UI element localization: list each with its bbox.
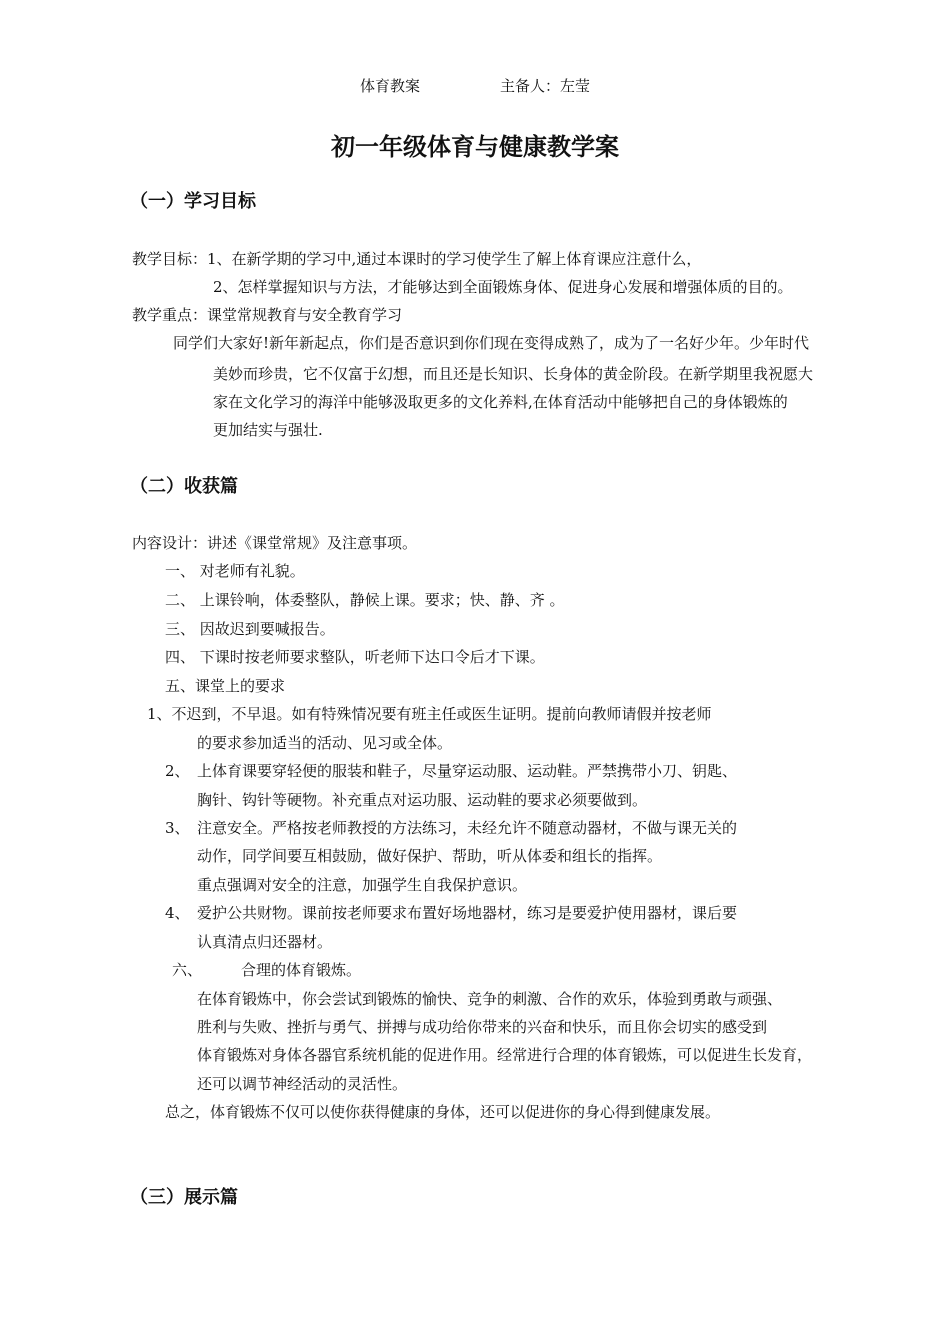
list-item-1: 一、 对老师有礼貌。 — [165, 562, 305, 580]
page-header — [0, 76, 950, 96]
requirement-4-number: 4、 — [165, 904, 190, 922]
goal-line-1: 教学目标：1、在新学期的学习中,通过本课时的学习使学生了解上体育课应注意什么， — [132, 250, 702, 268]
teaching-focus: 教学重点：课堂常规教育与安全教育学习 — [132, 306, 403, 324]
document-title: 初一年级体育与健康教学案 — [331, 132, 619, 161]
header-subject: 体育教案 — [359, 77, 420, 95]
exercise-paragraph-line-1: 在体育锻炼中，你会尝试到锻炼的愉快、竞争的刺激、合作的欢乐，体验到勇敢与顽强、 — [197, 990, 783, 1008]
intro-paragraph-line-2: 美妙而珍贵，它不仅富于幻想，而且还是长知识、长身体的黄金阶段。在新学期里我祝愿大 — [213, 365, 814, 383]
requirement-2-number: 2、 — [165, 762, 190, 780]
goal-line-2: 2、怎样掌握知识与方法，才能够达到全面锻炼身体、促进身心发展和增强体质的目的。 — [213, 278, 793, 296]
requirement-3-line-3: 重点强调对安全的注意，加强学生自我保护意识。 — [197, 876, 528, 894]
section2-heading: （二）收获篇 — [130, 476, 238, 497]
requirement-3-line-2: 动作，同学间要互相鼓励，做好保护、帮助，听从体委和组长的指挥。 — [197, 847, 663, 865]
list-item-3: 三、 因故迟到要喊报告。 — [165, 620, 335, 638]
requirement-1-line-1: 1、不迟到，不早退。如有特殊情况要有班主任或医生证明。提前向教师请假并按老师 — [147, 705, 712, 723]
exercise-paragraph-line-4: 还可以调节神经活动的灵活性。 — [197, 1075, 408, 1093]
intro-paragraph-line-3: 家在文化学习的海洋中能够汲取更多的文化养料,在体育活动中能够把自己的身体锻炼的 — [213, 393, 788, 411]
requirement-1-line-2: 的要求参加适当的活动、见习或全体。 — [197, 734, 453, 752]
section3-heading: （三）展示篇 — [130, 1187, 238, 1208]
exercise-paragraph-line-2: 胜利与失败、挫折与勇气、拼搏与成功给你带来的兴奋和快乐，而且你会切实的感受到 — [197, 1018, 768, 1036]
requirement-2-line-1: 上体育课要穿轻便的服装和鞋子，尽量穿运动服、运动鞋。严禁携带小刀、钥匙、 — [197, 762, 738, 780]
section1-heading: （一）学习目标 — [130, 191, 256, 212]
content-design: 内容设计：讲述《课堂常规》及注意事项。 — [132, 534, 418, 552]
list-item-4: 四、 下课时按老师要求整队，听老师下达口令后才下课。 — [165, 648, 545, 666]
requirement-4-line-1: 爱护公共财物。课前按老师要求布置好场地器材，练习是要爱护使用器材，课后要 — [197, 904, 738, 922]
header-preparer: 主备人：左莹 — [500, 77, 591, 95]
intro-paragraph-line-1: 同学们大家好!新年新起点，你们是否意识到你们现在变得成熟了，成为了一名好少年。少年时代 — [173, 334, 810, 352]
intro-paragraph-line-4: 更加结实与强壮. — [213, 421, 323, 439]
list-item-6-number: 六、 — [172, 961, 203, 979]
requirement-3-line-1: 注意安全。严格按老师教授的方法练习，未经允许不随意动器材，不做与课无关的 — [197, 819, 738, 837]
list-item-6-text: 合理的体育锻炼。 — [241, 961, 362, 979]
exercise-paragraph-line-3: 体育锻炼对身体各器官系统机能的促进作用。经常进行合理的体育锻炼，可以促进生长发育， — [197, 1046, 813, 1064]
list-item-2: 二、 上课铃响，体委整队，静候上课。要求；快、静、齐 。 — [165, 591, 565, 609]
summary-line: 总之，体育锻炼不仅可以使你获得健康的身体，还可以促进你的身心得到健康发展。 — [165, 1103, 721, 1121]
requirement-2-line-2: 胸针、钩针等硬物。补充重点对运功服、运动鞋的要求必须要做到。 — [197, 791, 648, 809]
list-item-5: 五、课堂上的要求 — [165, 677, 286, 695]
requirement-4-line-2: 认真清点归还器材。 — [197, 933, 333, 951]
requirement-3-number: 3、 — [165, 819, 190, 837]
